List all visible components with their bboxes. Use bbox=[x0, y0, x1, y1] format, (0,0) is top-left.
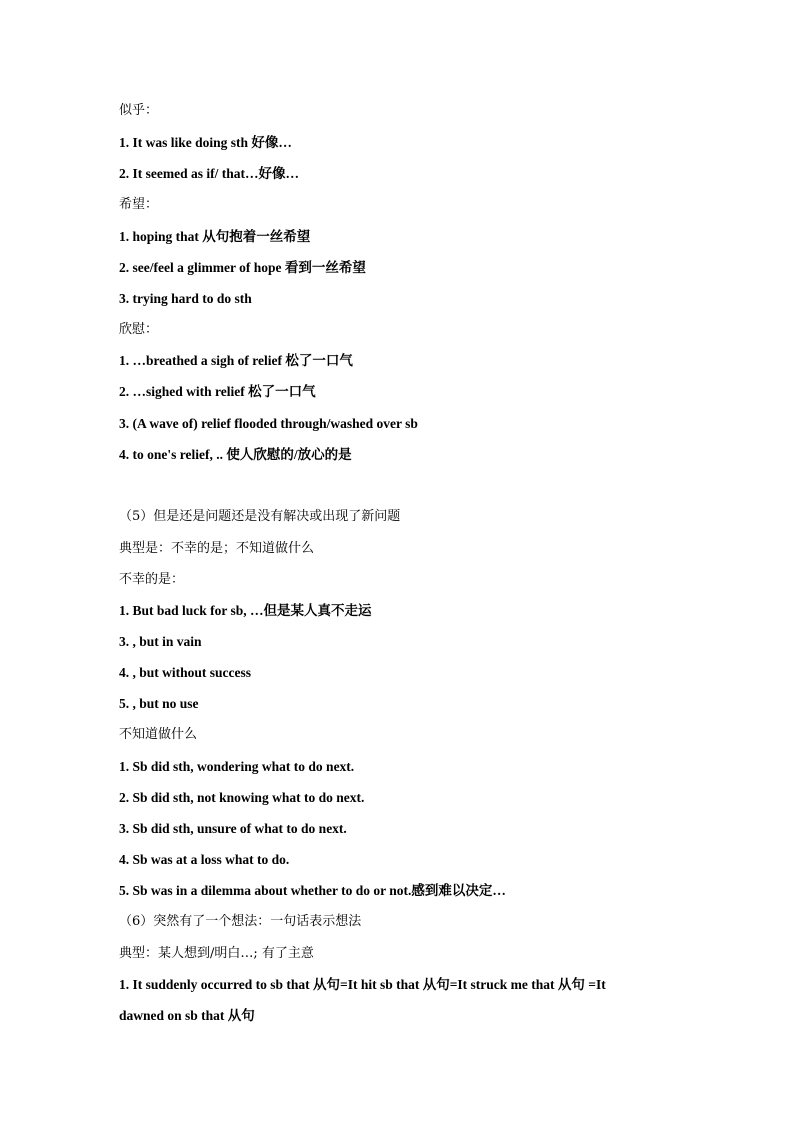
list-item: 3. , but in vain bbox=[119, 634, 202, 649]
heading-not-knowing: 不知道做什么 bbox=[119, 727, 198, 742]
list-item: 1. Sb did sth, wondering what to do next. bbox=[119, 759, 355, 774]
list-item: 4. to one's relief, .. 使人欣慰的/放心的是 bbox=[119, 447, 352, 462]
list-item: 1. It suddenly occurred to sb that 从句=It hit sb that 从句=It struck me that 从句 =It bbox=[119, 977, 606, 992]
list-item: 3. Sb did sth, unsure of what to do next. bbox=[119, 821, 347, 836]
list-item: 5. Sb was in a dilemma about whether to do or not.感到难以决定… bbox=[119, 883, 506, 898]
subheading-typical: 典型：某人想到/明白…; 有了主意 bbox=[119, 946, 314, 961]
heading-hope: 希望： bbox=[119, 197, 159, 212]
list-item: 1. But bad luck for sb, …但是某人真不走运 bbox=[119, 603, 372, 618]
list-item: 4. Sb was at a loss what to do. bbox=[119, 852, 290, 867]
list-item: 2. Sb did sth, not knowing what to do next. bbox=[119, 790, 365, 805]
subheading-typical: 典型是：不幸的是；不知道做什么 bbox=[119, 541, 315, 556]
list-item: 3. (A wave of) relief flooded through/washed over sb bbox=[119, 416, 418, 431]
heading-relief: 欣慰： bbox=[119, 322, 159, 337]
list-item: 3. trying hard to do sth bbox=[119, 291, 252, 306]
section-heading-6: （6）突然有了一个想法：一句话表示想法 bbox=[119, 914, 362, 929]
list-item: 1. …breathed a sigh of relief 松了一口气 bbox=[119, 353, 353, 368]
list-item-continuation: dawned on sb that 从句 bbox=[119, 1008, 255, 1023]
list-item: 4. , but without success bbox=[119, 665, 252, 680]
list-item: 1. It was like doing sth 好像… bbox=[119, 135, 292, 150]
heading-seem: 似乎： bbox=[119, 103, 159, 118]
list-item: 2. It seemed as if/ that…好像… bbox=[119, 166, 299, 181]
list-item: 2. see/feel a glimmer of hope 看到一丝希望 bbox=[119, 260, 366, 275]
list-item: 2. …sighed with relief 松了一口气 bbox=[119, 384, 316, 399]
section-heading-5: （5）但是还是问题还是没有解决或出现了新问题 bbox=[119, 509, 401, 524]
list-item: 1. hoping that 从句抱着一丝希望 bbox=[119, 229, 311, 244]
list-item: 5. , but no use bbox=[119, 696, 199, 711]
heading-unfortunately: 不幸的是： bbox=[119, 572, 185, 587]
